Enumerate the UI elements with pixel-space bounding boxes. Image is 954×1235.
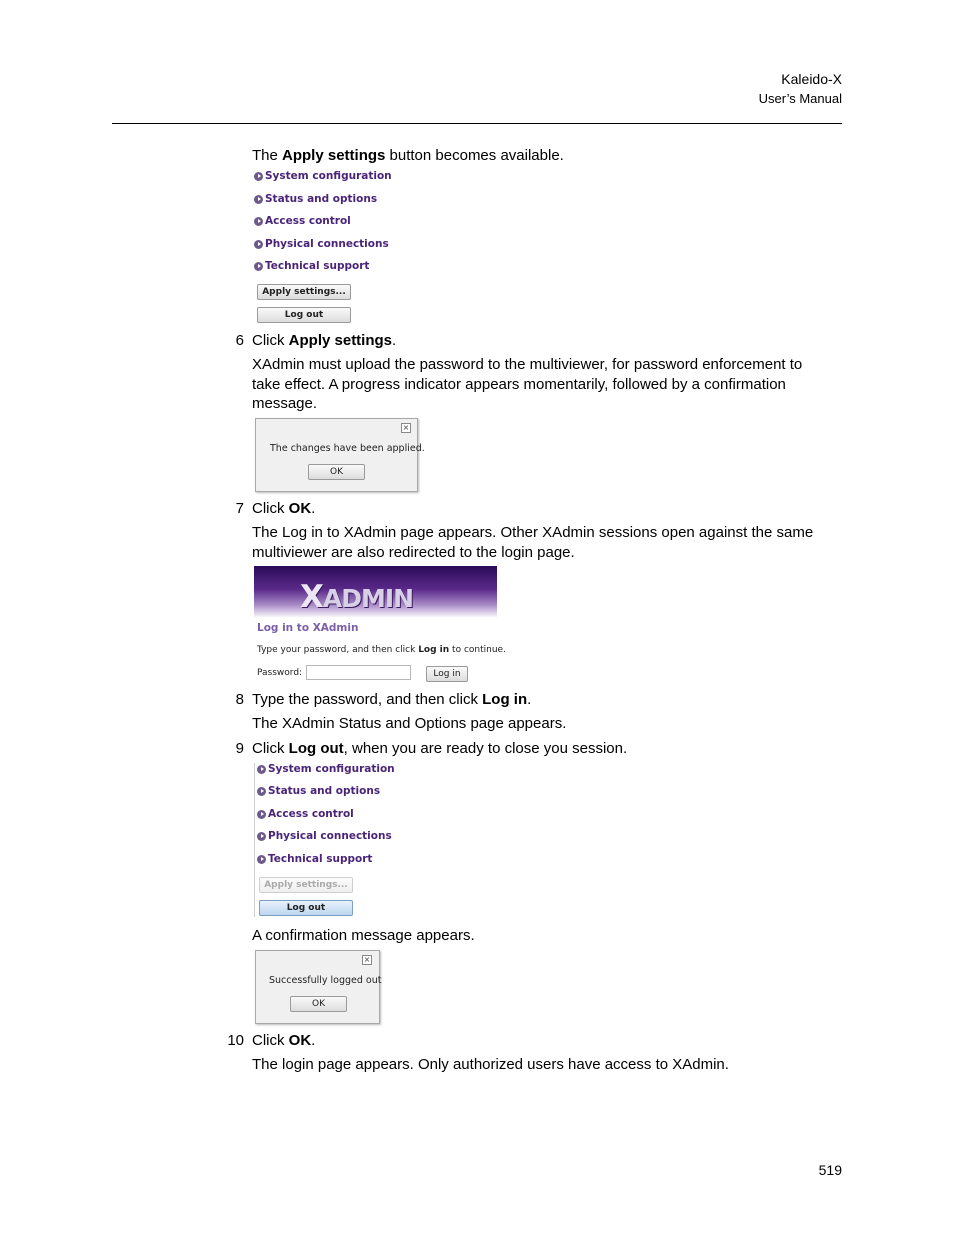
xadmin-menu-screenshot bbox=[254, 170, 394, 330]
menu-status-and-options[interactable]: Status and options bbox=[257, 785, 380, 797]
arrow-bullet-icon bbox=[254, 195, 263, 204]
password-input[interactable] bbox=[306, 665, 411, 680]
step-9-instruction: Click Log out, when you are ready to close you session. bbox=[252, 740, 628, 757]
arrow-bullet-icon bbox=[257, 832, 266, 841]
changes-applied-dialog bbox=[255, 418, 425, 492]
log-out-button[interactable]: Log out bbox=[257, 307, 351, 323]
menu-technical-support[interactable]: Technical support bbox=[254, 260, 369, 272]
step-8-description: The XAdmin Status and Options page appears. bbox=[252, 715, 567, 732]
step-10-instruction: Click OK. bbox=[252, 1032, 316, 1049]
menu-physical-connections[interactable]: Physical connections bbox=[257, 830, 392, 842]
xadmin-banner bbox=[254, 566, 497, 618]
page-number: 519 bbox=[818, 1162, 842, 1178]
menu-physical-connections[interactable]: Physical connections bbox=[254, 238, 389, 250]
panel-border bbox=[254, 763, 255, 917]
intro-text: The Apply settings button becomes available. bbox=[252, 147, 564, 164]
close-icon[interactable]: × bbox=[363, 955, 371, 964]
step-8-instruction: Type the password, and then click Log in. bbox=[252, 691, 532, 708]
step-6-instruction: Click Apply settings. bbox=[252, 332, 397, 349]
close-icon[interactable]: × bbox=[402, 423, 410, 432]
apply-settings-button-disabled: Apply settings... bbox=[259, 877, 353, 893]
login-title: Log in to XAdmin bbox=[257, 622, 359, 634]
arrow-bullet-icon bbox=[254, 172, 263, 181]
arrow-bullet-icon bbox=[257, 787, 266, 796]
arrow-bullet-icon bbox=[257, 765, 266, 774]
step-7-instruction: Click OK. bbox=[252, 500, 316, 517]
menu-system-configuration[interactable]: System configuration bbox=[254, 170, 392, 182]
apply-settings-button[interactable]: Apply settings... bbox=[257, 284, 351, 300]
arrow-bullet-icon bbox=[257, 855, 266, 864]
login-instructions: Type your password, and then click Log in to continue. bbox=[257, 645, 506, 655]
header-rule bbox=[112, 123, 842, 124]
arrow-bullet-icon bbox=[254, 217, 263, 226]
step-10-description: The login page appears. Only authorized users have access to XAdmin. bbox=[252, 1056, 729, 1073]
log-in-button[interactable]: Log in bbox=[426, 666, 468, 682]
menu-status-and-options[interactable]: Status and options bbox=[254, 193, 377, 205]
ok-button[interactable]: OK bbox=[308, 464, 365, 480]
step-6-description: XAdmin must upload the password to the multiviewer, for password enforcement to take effect. A progress indicator appears momentarily, followed by a confirmation message. bbox=[252, 356, 803, 412]
xadmin-logo: XADMIN bbox=[300, 579, 414, 615]
step-9-number: 9 bbox=[235, 740, 244, 757]
menu-access-control[interactable]: Access control bbox=[257, 808, 354, 820]
step-6-number: 6 bbox=[235, 332, 244, 349]
step-8-number: 8 bbox=[235, 691, 244, 708]
step-7-description: The Log in to XAdmin page appears. Other XAdmin sessions open against the same multiviewer are also redirected to the login page. bbox=[252, 524, 814, 561]
ok-button[interactable]: OK bbox=[290, 996, 347, 1012]
dialog-message: Successfully logged out bbox=[269, 975, 382, 986]
logged-out-dialog bbox=[255, 950, 380, 1024]
xadmin-menu-screenshot-2 bbox=[257, 763, 397, 919]
arrow-bullet-icon bbox=[257, 810, 266, 819]
arrow-bullet-icon bbox=[254, 240, 263, 249]
header-doc-title: User’s Manual bbox=[758, 91, 842, 106]
arrow-bullet-icon bbox=[254, 262, 263, 271]
header-product: Kaleido-X bbox=[781, 71, 842, 87]
log-out-button-highlighted[interactable]: Log out bbox=[259, 900, 353, 916]
step-10-number: 10 bbox=[227, 1032, 244, 1049]
dialog-message: The changes have been applied. bbox=[270, 443, 425, 454]
menu-technical-support[interactable]: Technical support bbox=[257, 853, 372, 865]
step-7-number: 7 bbox=[235, 500, 244, 517]
menu-access-control[interactable]: Access control bbox=[254, 215, 351, 227]
menu-system-configuration[interactable]: System configuration bbox=[257, 763, 395, 775]
password-label: Password: bbox=[257, 668, 303, 678]
step-9-description: A confirmation message appears. bbox=[252, 927, 475, 944]
